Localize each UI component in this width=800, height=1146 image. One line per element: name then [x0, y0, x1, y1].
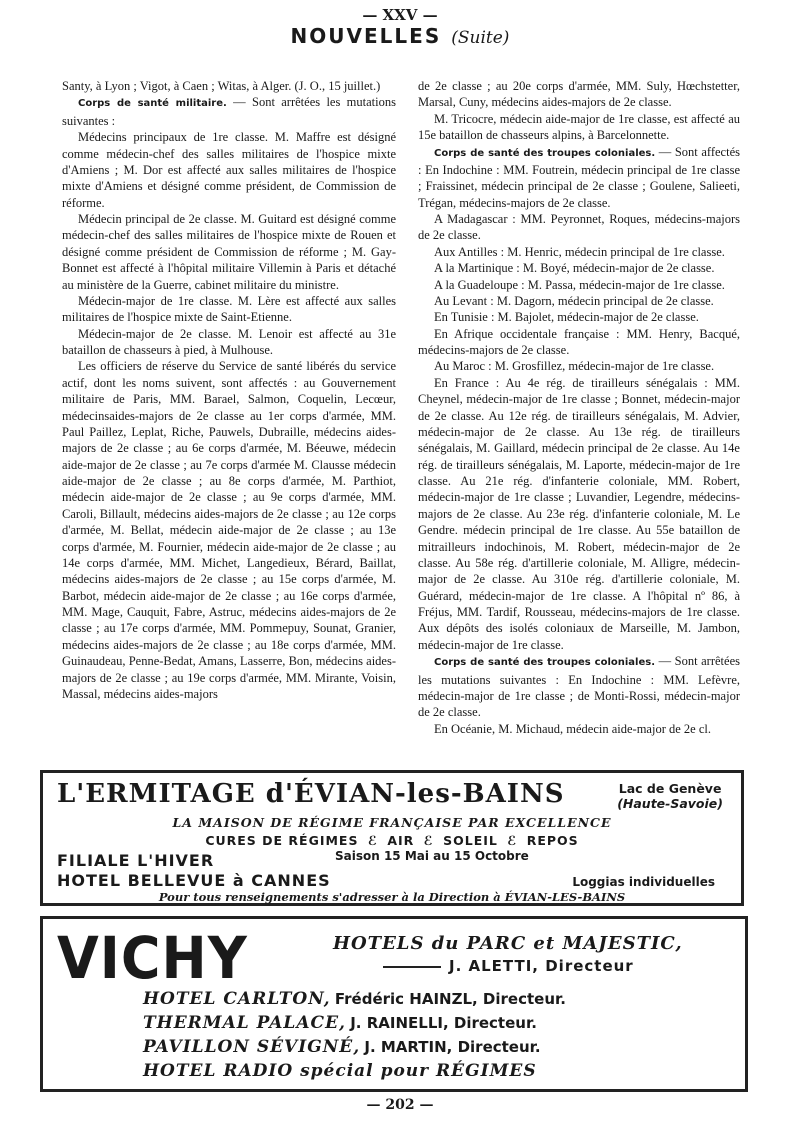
right-paragraph — [418, 111, 740, 144]
heading-suffix: (Suite) — [451, 28, 510, 48]
evian-lac-line: Lac de Genève — [618, 781, 722, 796]
right-paragraph — [418, 293, 740, 309]
right-paragraph-text: A la Guadeloupe : M. Passa, médecin-major de 1re classe. — [434, 277, 725, 292]
vichy-advertisement — [40, 916, 748, 1092]
evian-cure-repos: REPOS — [526, 833, 579, 848]
evian-cures — [43, 833, 741, 848]
vichy-thermal-director: J. RAINELLI, Directeur. — [350, 1014, 537, 1032]
vichy-thermal-name: THERMAL PALACE, — [143, 1013, 346, 1033]
vichy-radio-row — [143, 1061, 537, 1081]
left-paragraph-text: Médecin-major de 2e classe. M. Lenoir est affecté au 31e bataillon de chasseurs à pied, à Mulhouse. — [62, 326, 396, 357]
right-paragraph — [418, 309, 740, 325]
left-column — [62, 78, 396, 702]
right-paragraph-text: — Sont arrêtées les mutations suivantes : En Indochine : MM. Lefèvre, médecin-major de 1re classe ; de Monti-Rossi, médecin-major de 2e classe. — [418, 654, 740, 720]
vichy-aletti-text: J. ALETTI, Directeur — [449, 957, 634, 975]
evian-loggias: Loggias individuelles — [572, 875, 715, 889]
right-paragraph — [418, 375, 740, 653]
leaf-ornament-icon: ℰ — [423, 833, 434, 848]
left-paragraph — [62, 94, 396, 129]
evian-title: L'ERMITAGE d'ÉVIAN-les-BAINS — [57, 779, 565, 809]
evian-slogan: LA MAISON DE RÉGIME FRANÇAISE PAR EXCELLENCE — [172, 815, 612, 830]
vichy-carlton-director: Frédéric HAINZL, Directeur. — [334, 990, 566, 1008]
left-paragraph-text: Médecin-major de 1re classe. M. Lère est affecté aux salles militaires de l'hospice mixte de Saint-Etienne. — [62, 293, 396, 325]
vichy-pavillon-row — [143, 1037, 541, 1057]
right-paragraph-text: Au Levant : M. Dagorn, médecin principal de 2e classe. — [434, 293, 714, 308]
evian-contact: Pour tous renseignements s'adresser à la Direction à ÉVIAN-LES-BAINS — [158, 890, 626, 904]
vichy-radio-text: HOTEL RADIO spécial pour RÉGIMES — [143, 1061, 537, 1081]
right-paragraph-text: Au Maroc : M. Grosfillez, médecin-major de 1re classe. — [434, 359, 715, 374]
dash-rule — [383, 966, 441, 968]
vichy-carlton-name: HOTEL CARLTON, — [143, 989, 331, 1009]
right-paragraph — [418, 358, 740, 374]
right-paragraph — [418, 326, 740, 359]
evian-advertisement — [40, 770, 744, 906]
evian-location — [617, 781, 723, 811]
left-section-label: Corps de santé militaire. — [78, 98, 227, 110]
right-section-label: Corps de santé des troupes coloniales. — [434, 657, 656, 669]
left-paragraph-text: Médecins principaux de 1re classe. M. Maffre est désigné comme médecin-chef des salles militaires de l'hospice mixte d'Amiens ; M. Dor est affecté aux salles militaires de l'hospice mixte d'Amiens et désigné comme président, de Commission de réforme. — [62, 130, 396, 210]
vichy-carlton-row — [143, 989, 566, 1009]
right-paragraph — [418, 211, 740, 244]
vichy-pavillon-name: PAVILLON SÉVIGNÉ, — [143, 1037, 361, 1057]
evian-region-line: (Haute-Savoie) — [617, 796, 723, 811]
evian-season: Saison 15 Mai au 15 Octobre — [335, 849, 529, 863]
left-paragraph-text: Médecin principal de 2e classe. M. Guitard est désigné comme médecin-chef des salles militaires de l'hospice mixte de Rouen et désigné comme président de Commission de réforme ; M. Gay-Bonnet est affecté à l'hôpital militaire Villemin à Paris et détaché au ministère de la Guerre, cabinet militaire du ministre. — [62, 212, 396, 292]
right-paragraph-text: M. Tricocre, médecin aide-major de 1re classe, est affecté au 15e bataillon de chasseurs alpins, à Barcelonnette. — [418, 111, 740, 143]
vichy-thermal-row — [143, 1013, 537, 1033]
right-section-label: Corps de santé des troupes coloniales. — [434, 147, 656, 159]
evian-cure-soleil: SOLEIL — [443, 833, 498, 848]
heading-title: NOUVELLES — [290, 24, 442, 48]
right-paragraph — [418, 78, 740, 111]
right-paragraph — [418, 653, 740, 721]
right-column — [418, 78, 740, 737]
right-paragraph-text: A Madagascar : MM. Peyronnet, Roques, médecins-majors de 2e classe. — [418, 212, 740, 243]
evian-cure-air: AIR — [387, 833, 415, 848]
left-paragraph — [62, 211, 396, 293]
right-paragraph-text: de 2e classe ; au 20e corps d'armée, MM. Suly, Hœchstetter, Marsal, Cuny, médecins aides-majors de 2e classe. — [418, 79, 740, 110]
leaf-ornament-icon: ℰ — [367, 833, 378, 848]
vichy-logo: VICHY — [57, 923, 248, 992]
evian-filiale: FILIALE L'HIVER — [57, 851, 215, 870]
right-paragraph-text: A la Martinique : M. Boyé, médecin-major de 2e classe. — [434, 261, 715, 276]
evian-hotel-cannes: HOTEL BELLEVUE à CANNES — [57, 871, 331, 890]
left-paragraph-text: — Sont arrêtées les mutations suivantes : — [62, 95, 396, 128]
right-paragraph-text: En Afrique occidentale française : MM. Henry, Bacqué, médecins-majors de 2e classe. — [418, 326, 740, 357]
left-paragraph — [62, 358, 396, 702]
left-paragraph-text: Santy, à Lyon ; Vigot, à Caen ; Witas, à Alger. (J. O., 15 juillet.) — [62, 79, 381, 93]
leaf-ornament-icon: ℰ — [507, 833, 518, 848]
left-paragraph — [62, 78, 396, 94]
section-heading — [0, 24, 800, 48]
left-paragraph-text: Les officiers de réserve du Service de santé libérés du service actif, dont les noms suivent, sont affectés : au Gouvernement militaire de Paris, MM. Barael, Salmon, Coquelin, Lecœur, médecinsaides-majors de 2e classe au 1er corps d'armée, MM. Paul Paillez, Leplat, Riche, Pauwels, Dubraille, médecins aides-majors de 2e classe ; au 6e corps d'armée, M. Béeuwe, médecin aide-major de 2e classe ; au 7e corps d'armée M. Clausse médecin aide-major de 2e classe ; au 8e corps d'armée, M. Parthiot, médecin aide-major de 2e classe ; au 9e corps d'armée, MM. Caroli, Billault, médecins aides-majors de 2e classe ; au 12e corps d'armée, M. Bellat, médecin aide-major de 2e classe ; au 13e corps d'armée, M. Fournier, médecin aide-major de 2e classe ; au 14e corps d'armée, MM. Michet, Langedieux, Bérard, Baillat, médecins aides-majors de 2e classe ; au 15e corps d'armée, M. Barbot, médecin aide-major de 2e classe ; au 16e corps d'armée, MM. Mage, Cauquit, Fabre, Astruc, médecins aides-majors de 2e classe ; au 17e corps d'armée, MM. Pommepuy, Sounat, Granier, médecins aides-majors de 2e classe ; au 18e corps d'armée, MM. Guinaudeau, Penne-Bedat, Amans, Lasserre, Bon, médecins aides-majors de 2e classe ; au 19e corps d'armée, MM. Mirante, Voisin, Massal, médecins aides-majors — [62, 359, 396, 701]
right-paragraph-text: En France : Au 4e rég. de tirailleurs sénégalais : MM. Cheynel, médecin-major de 1re classe ; Bonnet, médecin-major de 2e classe. Au 12e rég. de tirailleurs sénégalais, M. Advier, médecin-major de 2e classe. Au 13e rég. de tirailleurs sénégalais, M. Gaillard, médecin principal de 2e classe. Au 14e rég. de tirailleurs sénégalais, M. Laporte, médecin-major de 1re classe. Au 21e rég. d'infanterie coloniale, MM. Robert, médecin-major de 1re classe ; Luvandier, Legendre, médecins-majors de 2e classe. Au 23e rég. d'infanterie coloniale, M. Le Gendre. médecin principal de 1re classe. Au 55e bataillon de mitrailleurs indochinois, M. Robert, médecin-major de 2e classe. Au 58e rég. d'artillerie coloniale, M. Alligre, médecin-major de 2e classe. Au 310e rég. d'artillerie coloniale, M. Guérard, médecin-major de 1re classe. A l'hôpital nº 86, à Fréjus, MM. Tardif, Rousseau, médecins-majors de 1re classe. Aux dépôts des isolés coloniaux de Marseille, M. Jambon, médecin-major de 1re classe. — [418, 375, 740, 652]
left-paragraph — [62, 129, 396, 211]
right-paragraph — [418, 277, 740, 293]
vichy-aletti — [383, 957, 634, 975]
left-paragraph — [62, 326, 396, 359]
right-paragraph — [418, 260, 740, 276]
right-paragraph — [418, 244, 740, 260]
vichy-pavillon-director: J. MARTIN, Directeur. — [364, 1038, 541, 1056]
right-paragraph-text: En Océanie, M. Michaud, médecin aide-major de 2e cl. — [434, 721, 711, 736]
roman-page-header: — XXV — — [362, 6, 438, 24]
right-paragraph — [418, 144, 740, 212]
evian-cure-regimes: CURES DE RÉGIMES — [205, 833, 359, 848]
vichy-hotels-parc: HOTELS du PARC et MAJESTIC, — [333, 933, 683, 954]
left-paragraph — [62, 293, 396, 326]
page-number: — 202 — — [366, 1097, 434, 1113]
right-paragraph-text: — Sont affectés : En Indochine : MM. Foutrein, médecin principal de 1re classe ; Fraissinet, médecin principal de 2e classe ; Goulene, Salieeti, Trégan, médecins-majors de 2e classe. — [418, 144, 740, 210]
right-paragraph-text: En Tunisie : M. Bajolet, médecin-major de 2e classe. — [434, 310, 699, 325]
right-paragraph — [418, 721, 740, 737]
right-paragraph-text: Aux Antilles : M. Henric, médecin principal de 1re classe. — [434, 244, 725, 259]
